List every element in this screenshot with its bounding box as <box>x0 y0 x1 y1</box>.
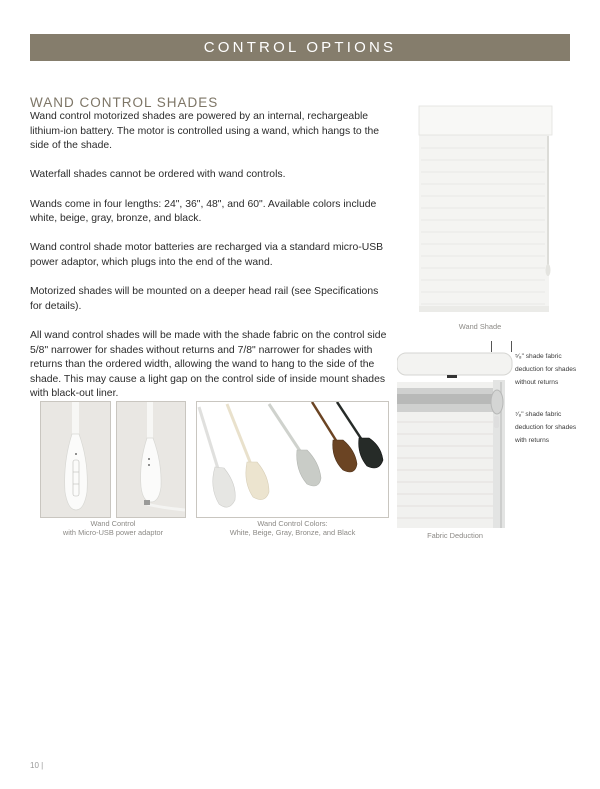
wand-control-photo-usb <box>116 401 186 518</box>
caption-line: Wand Control Colors: <box>257 519 328 528</box>
wand-color-swatches-icon <box>197 402 388 517</box>
caption-line: White, Beige, Gray, Bronze, and Black <box>229 527 356 537</box>
wand-colors-photo <box>196 401 389 518</box>
wand-shade-image <box>415 100 555 320</box>
page-number: 10 | <box>30 761 44 770</box>
wand-usb-icon <box>117 402 185 517</box>
wand-control-photo-front <box>40 401 111 518</box>
wand-front-icon <box>41 402 110 517</box>
paragraph: Waterfall shades cannot be ordered with wand controls. <box>30 169 286 181</box>
deduction-note-with-returns: ⁷⁄₈" shade fabric deduction for shades with returns <box>515 411 577 444</box>
section-title: WAND CONTROL SHADES <box>30 95 219 110</box>
fabric-deduction-image <box>397 352 517 528</box>
paragraph: All wand control shades will be made with the shade fabric on the control side 5/8" narrower for shades without returns and 7/8" narrower for shades with returns than the ordered width, allowing the wand to hang to the side of the shade. This may cause a light gap on the control side of inside mount shades with black-out liner. <box>30 329 387 400</box>
wand-shade-caption: Wand Shade <box>458 322 502 331</box>
paragraph: Wand control shade motor batteries are recharged via a standard micro-USB power adaptor, which plugs into the end of the wand. <box>30 242 384 268</box>
caption-line: with Micro-USB power adaptor <box>62 527 164 537</box>
caption-line: Wand Control <box>90 519 136 528</box>
fabric-deduction-caption: Fabric Deduction <box>427 531 483 540</box>
wand-control-caption <box>40 520 186 537</box>
body-text <box>30 110 392 416</box>
wand-colors-caption <box>196 520 389 537</box>
shade-illustration-icon <box>415 100 555 320</box>
paragraph: Wands come in four lengths: 24", 36", 48", and 60". Available colors include white, beige, gray, bronze, and black. <box>30 198 377 225</box>
section-banner <box>30 34 570 61</box>
headrail-illustration-icon <box>397 352 517 528</box>
paragraph: Motorized shades will be mounted on a deeper head rail (see Specifications for details). <box>30 286 379 312</box>
deduction-note-without-returns: ⁵⁄₈" shade fabric deduction for shades without returns <box>515 353 577 386</box>
banner-title: CONTROL OPTIONS <box>203 39 397 56</box>
paragraph: Wand control motorized shades are powered by an internal, rechargeable lithium-ion battery. The motor is controlled using a wand, which hangs to the side of the shade. <box>30 111 380 152</box>
